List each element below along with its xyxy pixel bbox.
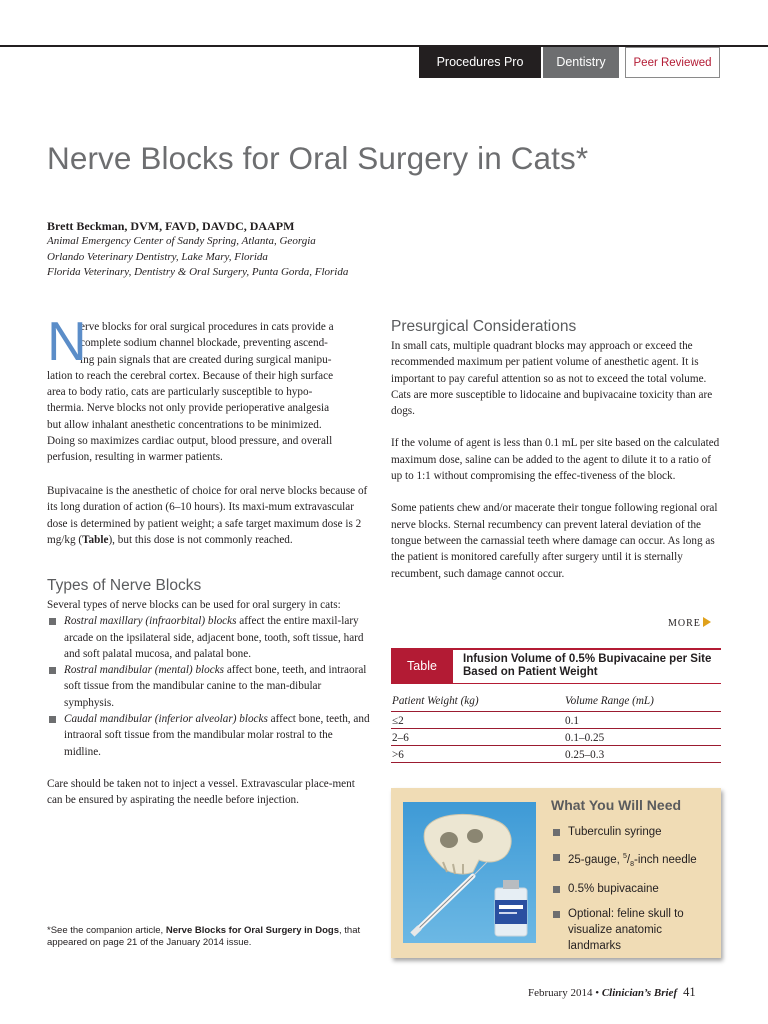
block-name: Caudal mandibular (inferior alveolar) blocks bbox=[64, 713, 268, 726]
intro-line: thermia. Nerve blocks not only provide perioperative analgesia bbox=[47, 402, 330, 415]
presurgical-paragraph-3: Some patients chew and/or macerate their tongue following regional oral nerve blocks. Sternal recumbency can prevent lateral deviation of the tongue between the carnassial teeth where damage can occur. As long as the patient is monitored carefully after surgery until it is sternally recumbent, such damage cannot occur. bbox=[391, 502, 718, 580]
intro-line: perfusion, resulting in warmer patients. bbox=[47, 451, 223, 464]
text-run: -inch needle bbox=[634, 853, 697, 866]
separator: • bbox=[592, 987, 602, 999]
page-number: 41 bbox=[683, 985, 696, 999]
block-name: Rostral maxillary (infraorbital) blocks bbox=[64, 615, 237, 628]
list-item: 25-gauge, $^5/_8$-inch needle bbox=[551, 849, 711, 873]
text-run: 25-gauge, bbox=[568, 853, 623, 866]
table-reference[interactable]: Table bbox=[82, 533, 109, 546]
table-cell: 0.1 bbox=[564, 712, 721, 729]
text-run: Bupivacaine is the anesthetic of choice for oral nerve blocks because of its long duration of action (6–10 hours). Its maxi-mum extravascular dose is determined by patient weight; a safe target maximum dose is 2 mg/kg ( bbox=[47, 485, 368, 546]
intro-line: complete sodium channel blockade, preventing ascend- bbox=[80, 337, 328, 350]
block-description: affect bone, teeth, and intraoral soft tissue from the mandibular molar rostral to the midline. bbox=[64, 713, 370, 758]
supplies-illustration bbox=[403, 802, 536, 943]
table-header-row bbox=[391, 690, 721, 712]
column-header-volume: Volume Range (mL) bbox=[564, 690, 721, 712]
list-item bbox=[47, 613, 371, 662]
bupivacaine-volume-table bbox=[391, 690, 721, 763]
fraction-numerator: 5 bbox=[623, 852, 627, 860]
affiliation-1: Animal Emergency Center of Sandy Spring, Atlanta, Georgia bbox=[47, 235, 316, 247]
section-tag-procedures[interactable]: Procedures Pro bbox=[419, 47, 541, 78]
table-cell: 0.25–0.3 bbox=[564, 746, 721, 763]
journal-name: Clinician’s Brief bbox=[601, 987, 678, 999]
list-item bbox=[47, 711, 371, 760]
bupivacaine-paragraph bbox=[47, 483, 371, 548]
footnote bbox=[47, 925, 377, 949]
intro-line: erve blocks for oral surgical procedures in cats provide a bbox=[80, 321, 334, 333]
arrow-right-icon bbox=[703, 617, 711, 627]
intro-line: Doing so maximizes cardiac output, blood pressure, and overall bbox=[47, 435, 333, 448]
table-cell: 2–6 bbox=[391, 729, 564, 746]
presurgical-paragraph-1: In small cats, multiple quadrant blocks may approach or exceed the recommended maximum per patient volume of anesthetic agent. It is important to pay careful attention so as not to exceed the total volume. Cats are more susceptible to lidocaine and bupivacaine toxicity than are dogs. bbox=[391, 340, 713, 418]
article-title: Nerve Blocks for Oral Surgery in Cats* bbox=[47, 140, 589, 176]
intro-line: ing pain signals that are created during surgical manipu- bbox=[80, 353, 332, 366]
table-cell: 0.1–0.25 bbox=[564, 729, 721, 746]
text-run: ), but this dose is not commonly reached. bbox=[108, 533, 293, 546]
heading-types-of-nerve-blocks: Types of Nerve Blocks bbox=[47, 577, 202, 594]
text-run: , that appeared on page 21 of the January 2014 issue. bbox=[47, 925, 361, 948]
nerve-block-list bbox=[47, 613, 371, 760]
table-label: Table bbox=[391, 648, 453, 684]
page-footer bbox=[528, 985, 696, 1000]
table-title: Infusion Volume of 0.5% Bupivacaine per Site Based on Patient Weight bbox=[463, 653, 712, 678]
fraction-denominator: 8 bbox=[630, 860, 635, 868]
section-tag-dentistry[interactable]: Dentistry bbox=[543, 47, 619, 78]
types-section bbox=[47, 597, 371, 809]
table-cell: ≤2 bbox=[391, 712, 564, 729]
types-intro: Several types of nerve blocks can be used for oral surgery in cats: bbox=[47, 599, 341, 611]
table-row bbox=[391, 746, 721, 763]
more-label: MORE bbox=[668, 618, 701, 629]
more-link[interactable] bbox=[668, 617, 711, 629]
presurgical-section bbox=[391, 338, 721, 582]
table-cell: >6 bbox=[391, 746, 564, 763]
companion-article-link[interactable]: Nerve Blocks for Oral Surgery in Dogs bbox=[165, 925, 339, 936]
table-row bbox=[391, 729, 721, 746]
intro-paragraph bbox=[47, 310, 371, 469]
peer-reviewed-badge: Peer Reviewed bbox=[625, 47, 720, 78]
what-you-will-need-title: What You Will Need bbox=[551, 797, 682, 813]
list-item: Optional: feline skull to visualize anatomic landmarks bbox=[551, 906, 711, 954]
care-paragraph: Care should be taken not to inject a vessel. Extravascular place-ment can be ensured by aspirating the needle before injection. bbox=[47, 777, 355, 807]
text-run: *See the companion article, bbox=[47, 925, 166, 936]
list-item: Tuberculin syringe bbox=[551, 824, 711, 840]
issue-date: February 2014 bbox=[528, 987, 593, 999]
affiliation-3: Florida Veterinary, Dentistry & Oral Surgery, Punta Gorda, Florida bbox=[47, 266, 349, 278]
drop-cap: N bbox=[47, 310, 87, 372]
table-row bbox=[391, 712, 721, 729]
presurgical-paragraph-2: If the volume of agent is less than 0.1 mL per site based on the calculated maximum dose, saline can be added to the agent to dilute it to a ratio of up to 1:1 without compromising the effec-tiveness of the block. bbox=[391, 437, 720, 483]
intro-line: but allow inhalant anesthetic concentrations to be minimized. bbox=[47, 418, 322, 431]
intro-line: lation to reach the cerebral cortex. Because of their high surface bbox=[47, 369, 334, 382]
intro-line: area to body ratio, cats are particularly susceptible to hypo- bbox=[47, 386, 313, 399]
author-name: Brett Beckman, DVM, FAVD, DAVDC, DAAPM bbox=[47, 219, 295, 233]
supplies-list bbox=[551, 824, 711, 962]
heading-presurgical-considerations: Presurgical Considerations bbox=[391, 318, 577, 335]
list-item: 0.5% bupivacaine bbox=[551, 881, 711, 897]
list-item bbox=[47, 662, 371, 711]
block-name: Rostral mandibular (mental) blocks bbox=[64, 664, 225, 677]
block-description: affect bone, teeth, and intraoral soft tissue from the mandibular canine to the man-dibular symphysis. bbox=[64, 664, 367, 709]
affiliation-2: Orlando Veterinary Dentistry, Lake Mary, Florida bbox=[47, 251, 268, 263]
supplies-photo bbox=[403, 802, 536, 943]
column-header-weight: Patient Weight (kg) bbox=[391, 690, 564, 712]
block-description: affect the entire maxil-lary arcade on the ipsilateral side, adjacent bone, tooth, soft tissue, hard and soft palatal mucosa, and palatal bone. bbox=[64, 615, 364, 660]
